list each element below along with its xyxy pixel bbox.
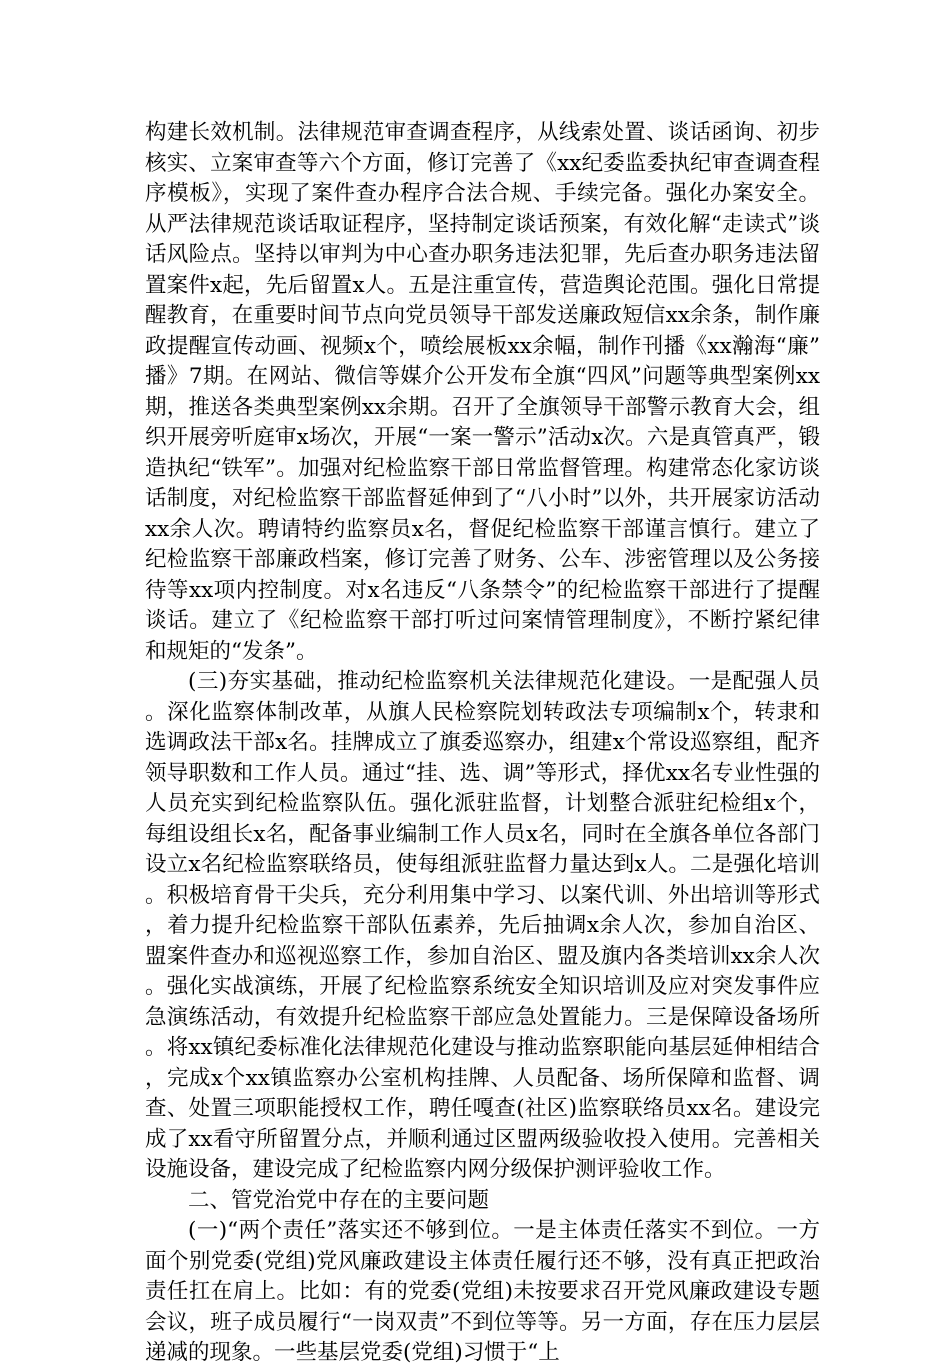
body-paragraph: (一)“两个责任”落实还不够到位。一是主体责任落实不到位。一方面个别党委(党组)党风廉政建设主体责任履行还不够，没有真正把政治责任扛在肩上。比如：有的党委(党组)未按要求召开党风廉政建设专题会议，班子成员履行“一岗双责”不到位等等。另一方面，存在压力层层递减的现象。一些基层党委(党组)习惯于“上 <box>145 1218 820 1365</box>
body-paragraph: 构建长效机制。法律规范审查调查程序，从线索处置、谈话函询、初步核实、立案审查等六个方面，修订完善了《xx纪委监委执纪审查调查程序模板》，实现了案件查办程序合法合规、手续完备。强化办案安全。从严法律规范谈话取证程序，坚持制定谈话预案，有效化解“走读式”谈话风险点。坚持以审判为中心查办职务违法犯罪，先后查办职务违法留置案件x起，先后留置x人。五是注重宣传，营造舆论范围。强化日常提醒教育，在重要时间节点向党员领导干部发送廉政短信xx余条，制作廉政提醒宣传动画、视频x个，喷绘展板xx余幅，制作刊播《xx瀚海“廉”播》7期。在网站、微信等媒介公开发布全旗“四风”问题等典型案例xx期，推送各类典型案例xx余期。召开了全旗领导干部警示教育大会，组织开展旁听庭审x场次，开展“一案一警示”活动x次。六是真管真严，锻造执纪“铁军”。加强对纪检监察干部日常监督管理。构建常态化家访谈话制度，对纪检监察干部监督延伸到了“八小时”以外，共开展家访活动xx余人次。聘请特约监察员x名，督促纪检监察干部谨言慎行。建立了纪检监察干部廉政档案，修订完善了财务、公车、涉密管理以及公务接待等xx项内控制度。对x名违反“八条禁令”的纪检监察干部进行了提醒谈话。建立了《纪检监察干部打听过问案情管理制度》，不断拧紧纪律和规矩的“发条”。 <box>145 120 820 664</box>
document-page <box>145 118 820 1369</box>
section-paragraph: (三)夯实基础，推动纪检监察机关法律规范化建设。一是配强人员。深化监察体制改革，从旗人民检察院划转政法专项编制x个，转隶和选调政法干部x名。挂牌成立了旗委巡察办，组建x个常设巡察组，配齐领导职数和工作人员。通过“挂、选、调”等形式，择优xx名专业性强的人员充实到纪检监察队伍。强化派驻监督，计划整合派驻纪检组x个，每组设组长x名，配备事业编制工作人员x名，同时在全旗各单位各部门设立x名纪检监察联络员，使每组派驻监督力量达到x人。二是强化培训。积极培育骨干尖兵，充分利用集中学习、以案代训、外出培训等形式，着力提升纪检监察干部队伍素养，先后抽调x余人次，参加自治区、盟案件查办和巡视巡察工作，参加自治区、盟及旗内各类培训xx余人次。强化实战演练，开展了纪检监察系统安全知识培训及应对突发事件应急演练活动，有效提升纪检监察干部应急处置能力。三是保障设备场所。将xx镇纪委标准化法律规范化建设与推动监察职能向基层延伸相结合，完成x个xx镇监察办公室机构挂牌、人员配备、场所保障和监督、调查、处置三项职能授权工作，聘任嘎查(社区)监察联络员xx名。建设完成了xx看守所留置分点，并顺利通过区盟两级验收投入使用。完善相关设施设备，建设完成了纪检监察内网分级保护测评验收工作。 <box>145 669 820 1182</box>
section-heading: 二、管党治党中存在的主要问题 <box>188 1187 490 1213</box>
